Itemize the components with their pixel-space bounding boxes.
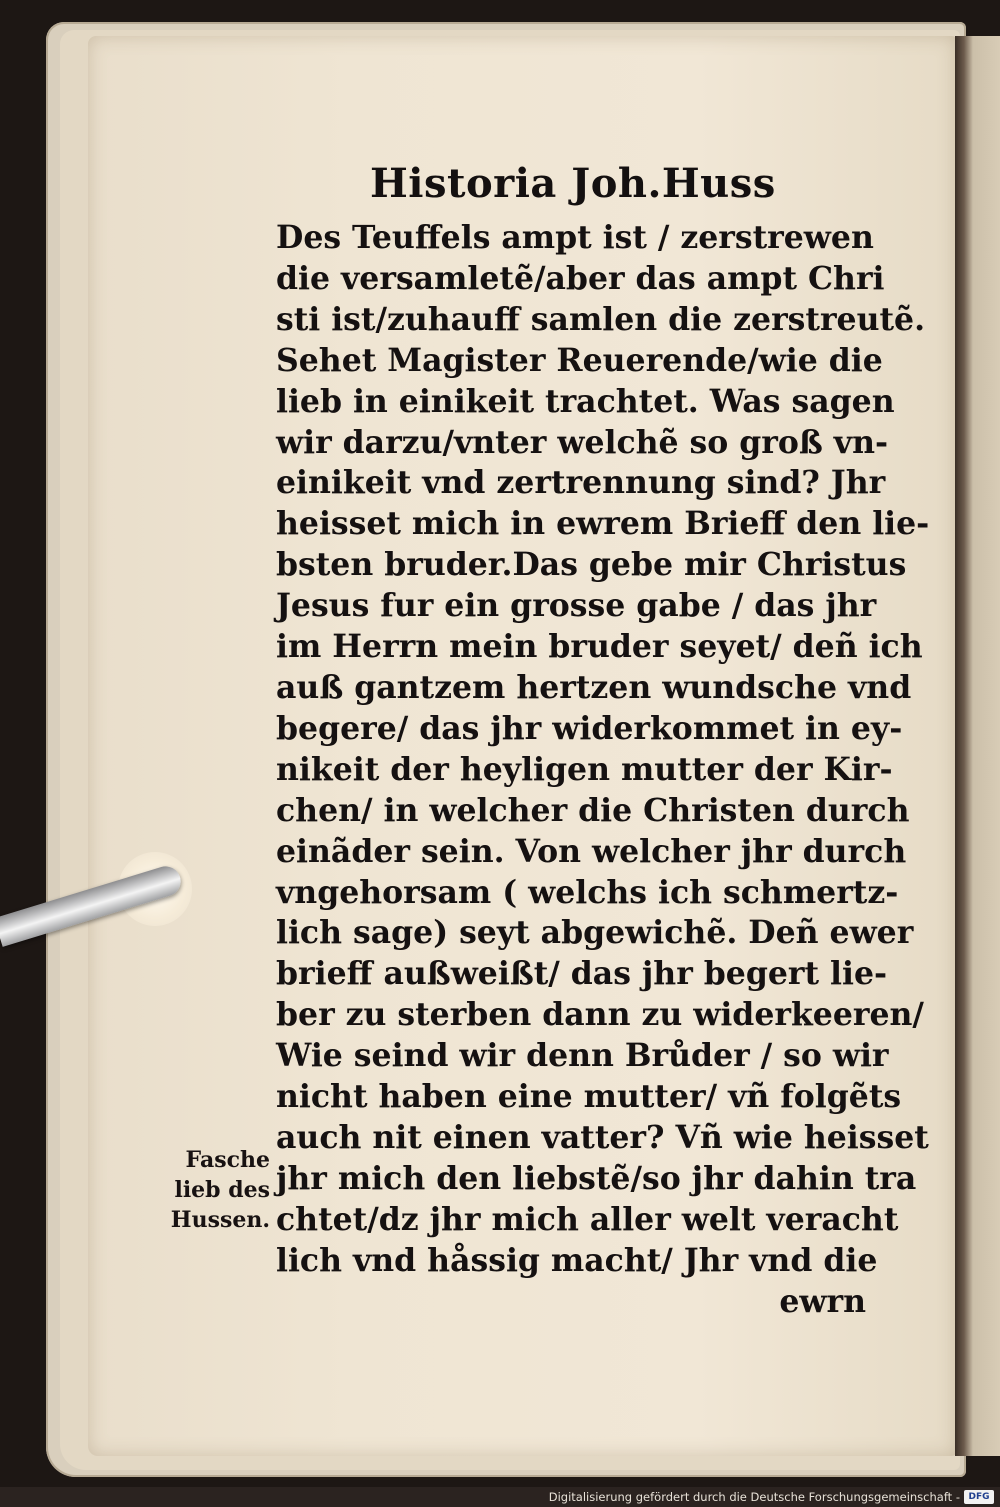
text-line: nicht haben eine mutter/ vñ folgẽts — [276, 1078, 902, 1116]
text-line: im Herrn mein bruder seyet/ deñ ich — [276, 628, 923, 666]
text-line: einikeit vnd zertrennung sind? Jhr — [276, 464, 886, 502]
text-line: auch nit einen vatter? Vñ wie heisset — [276, 1118, 929, 1156]
text-line: bsten bruder.Das gebe mir Christus — [276, 546, 907, 584]
text-line: Jesus fur ein grosse gabe / das jhr — [276, 587, 877, 625]
text-line: Des Teuffels ampt ist / zerstrewen — [276, 219, 874, 256]
footer-credit: Digitalisierung gefördert durch die Deutsche Forschungsgemeinschaft - — [548, 1490, 960, 1504]
text-line: heisset mich in ewrem Brieff den lie- — [276, 505, 930, 543]
text-line: chen/ in welcher die Christen durch — [276, 791, 910, 829]
text-line: lich vnd håssig macht/ Jhr vnd die — [276, 1241, 878, 1279]
text-line: Sehet Magister Reuerende/wie die — [276, 341, 883, 379]
book-gutter — [955, 36, 1000, 1456]
marginal-note — [150, 1145, 270, 1235]
text-line: sti ist/zuhauff samlen die zerstreutẽ. — [276, 300, 926, 338]
text-line: Wie seind wir denn Brůder / so wir — [276, 1037, 889, 1075]
text-line: wir darzu/vnter welchẽ so groß vn- — [276, 423, 889, 461]
text-line: ber zu sterben dann zu widerkeeren/ — [276, 996, 924, 1034]
text-line: begere/ das jhr widerkommet in ey- — [276, 709, 903, 747]
text-line: einãder sein. Von welcher jhr durch — [276, 832, 907, 870]
text-line: chtet/dz jhr mich aller welt veracht — [276, 1200, 899, 1238]
marginal-note-line: Hussen. — [170, 1207, 270, 1233]
text-line: lieb in einikeit trachtet. Was sagen — [276, 382, 895, 420]
marginal-note-line: Fasche — [185, 1147, 270, 1173]
text-line: ewrn — [779, 1282, 866, 1320]
dfg-logo: DFG — [964, 1490, 994, 1504]
footer-bar — [0, 1487, 1000, 1507]
running-head: Historia Joh.Huss — [370, 160, 776, 207]
text-line: vngehorsam ( welchs ich schmertz- — [276, 873, 899, 911]
text-line: lich sage) seyt abgewichẽ. Deñ ewer — [276, 914, 914, 952]
text-line: auß gantzem hertzen wundsche vnd — [276, 668, 912, 706]
text-line: die versamletẽ/aber das ampt Chri — [276, 259, 885, 297]
body-text — [276, 218, 930, 1322]
text-line: jhr mich den liebstẽ/so jhr dahin tra — [276, 1159, 917, 1197]
text-line: brieff außweißt/ das jhr begert lie- — [276, 955, 888, 993]
text-line: nikeit der heyligen mutter der Kir- — [276, 750, 893, 788]
marginal-note-line: lieb des — [174, 1177, 270, 1203]
